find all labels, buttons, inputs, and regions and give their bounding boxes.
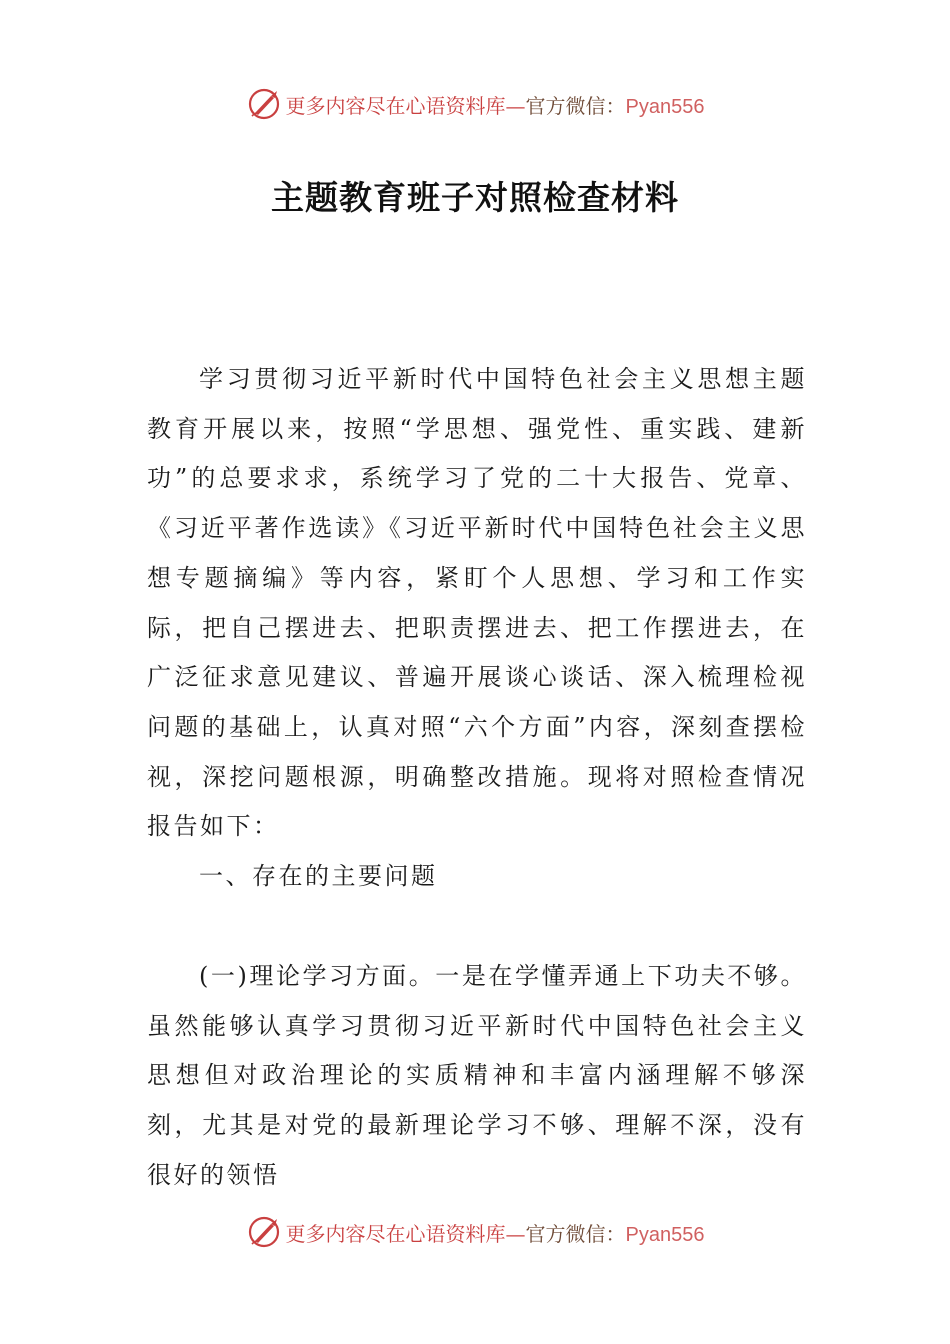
watermark-dash: —: [505, 1221, 526, 1246]
watermark-wechat-id: Pyan556: [625, 95, 705, 118]
watermark-banner-top: [0, 84, 950, 124]
watermark-text: [286, 1218, 705, 1247]
watermark-text: [286, 90, 705, 119]
quill-pen-logo-icon: [246, 86, 282, 122]
watermark-prefix: 更多内容尽在心语资料库: [285, 93, 506, 118]
intro-paragraph: 学习贯彻习近平新时代中国特色社会主义思想主题教育开展以来，按照“学思想、强党性、重实践、建新功”的总要求求，系统学习了党的二十大报告、党章、《习近平著作选读》《习近平新时代中国特色社会主义思想专题摘编》等内容，紧盯个人思想、学习和工作实际，把自己摆进去、把职责摆进去、把工作摆进去，在广泛征求意见建议、普遍开展谈心谈话、深入梳理检视问题的基础上，认真对照“六个方面”内容，深刻查摆检视，深挖问题根源，明确整改措施。现将对照检查情况报告如下：: [147, 365, 807, 841]
section-paragraph: (一)理论学习方面。一是在学懂弄通上下功夫不够。虽然能够认真学习贯彻习近平新时代中国特色社会主义思想但对政治理论的实质精神和丰富内涵理解不够深刻，尤其是对党的最新理论学习不够、理解不深，没有很好的领悟: [147, 962, 807, 1189]
watermark-banner-bottom: [0, 1212, 950, 1252]
watermark-dash: —: [505, 93, 526, 118]
watermark-official: 官方微信：: [525, 1221, 626, 1246]
section-heading: 一、存在的主要问题: [199, 862, 438, 890]
watermark-prefix: 更多内容尽在心语资料库: [285, 1221, 506, 1246]
watermark-wechat-id: Pyan556: [625, 1223, 705, 1246]
watermark-official: 官方微信：: [525, 93, 626, 118]
quill-pen-logo-icon: [246, 1214, 282, 1250]
document-title: 主题教育班子对照检查材料: [271, 178, 679, 217]
